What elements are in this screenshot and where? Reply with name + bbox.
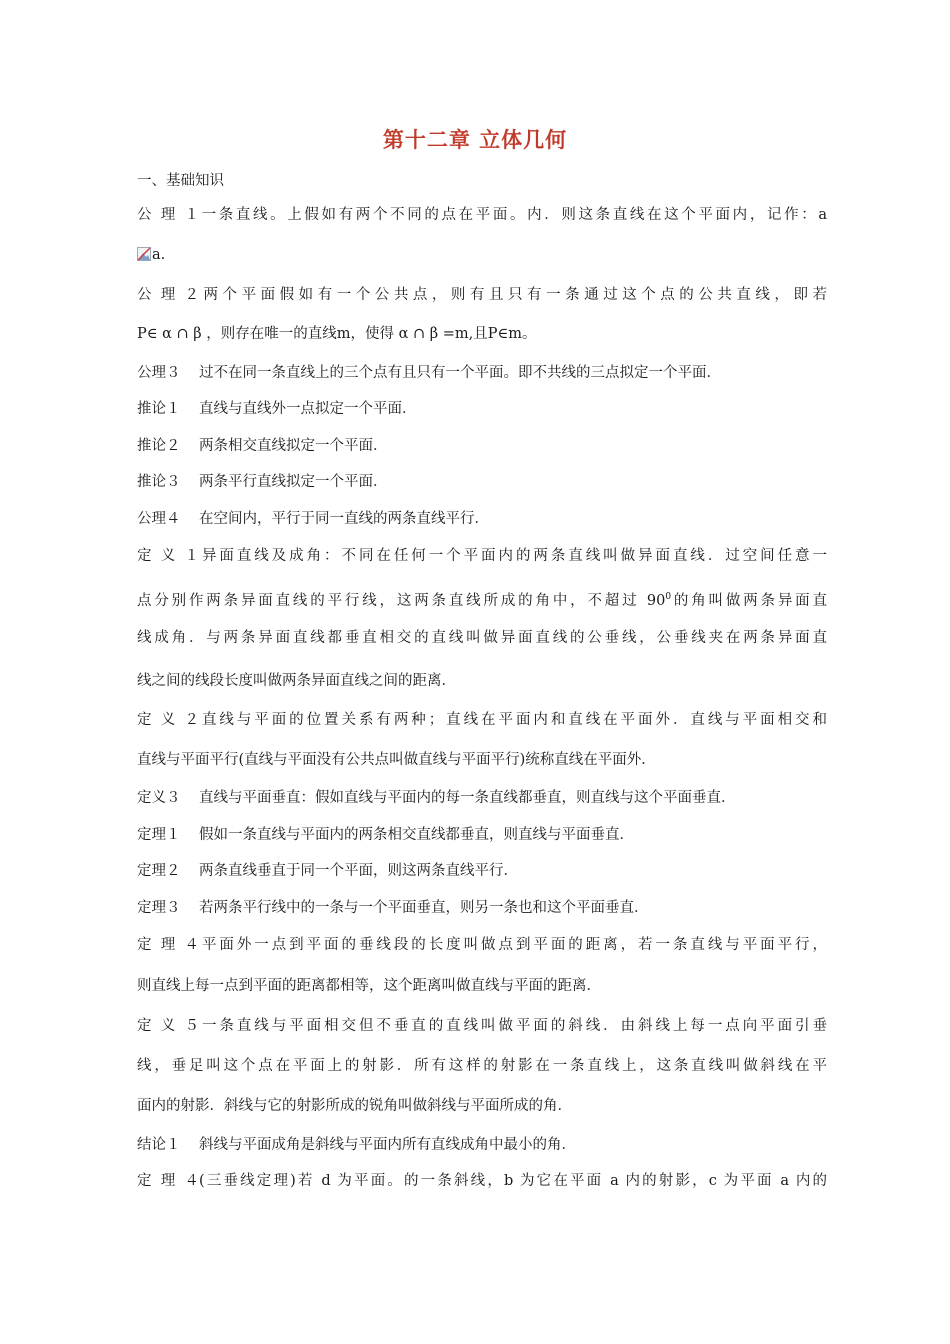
def2-line1	[137, 710, 827, 730]
axiom4-label: 公理４	[137, 511, 181, 527]
def1-degree-sup: 0	[665, 592, 672, 602]
def1-text-4: 线之间的线段长度叫做两条异面直线之间的距离．	[137, 673, 456, 689]
corollary2-line	[137, 436, 827, 456]
def2-text-2: 直线与平面平行(直线与平面没有公共点叫做直线与平面平行)统称直线在平面外．	[137, 752, 656, 768]
def1-text-2b: 的角叫做两条异面直	[671, 592, 828, 609]
def1-text-1: 异面直线及成角：不同在任何一个平面内的两条直线叫做异面直线．过空间任意一	[199, 548, 827, 564]
def2-text-1: 直线与平面的位置关系有两种；直线在平面内和直线在平面外．直线与平面相交和	[199, 712, 827, 728]
corollary2-text: 两条相交直线拟定一个平面．	[199, 438, 388, 454]
axiom3-label: 公理３	[137, 365, 181, 381]
axiom4-line	[137, 509, 827, 529]
corollary3-label: 推论３	[137, 474, 181, 490]
thm4-text-1: 平面外一点到平面的垂线段的长度叫做点到平面的距离，若一条直线与平面平行，	[199, 937, 827, 953]
thm4b-text: (三垂线定理)若 d 为平面。的一条斜线，b 为它在平面 a 内的射影，c 为平面 a 内的	[199, 1173, 827, 1189]
broken-image-icon	[137, 247, 151, 261]
def1-line2	[137, 587, 827, 611]
axiom1-line2	[137, 245, 827, 265]
conclusion1-text: 斜线与平面成角是斜线与平面内所有直线成角中最小的角．	[199, 1137, 576, 1153]
corollary3-text: 两条平行直线拟定一个平面．	[199, 474, 388, 490]
def5-text-1: 一条直线与平面相交但不垂直的直线叫做平面的斜线．由斜线上每一点向平面引垂	[199, 1018, 827, 1034]
chapter-title: 第十二章 立体几何	[382, 127, 568, 152]
axiom1-label: 公理１	[137, 207, 199, 223]
thm4b-label: 定理４	[137, 1173, 199, 1189]
thm1-line	[137, 825, 827, 845]
def1-line1	[137, 546, 827, 566]
def5-text-2: 线，垂足叫这个点在平面上的射影．所有这样的射影在一条直线上，这条直线叫做斜线在平	[137, 1058, 827, 1074]
axiom1-line1	[137, 205, 827, 225]
corollary3-line	[137, 472, 827, 492]
def1-label: 定义１	[137, 548, 199, 564]
axiom3-text: 过不在同一条直线上的三个点有且只有一个平面。即不共线的三点拟定一个平面．	[199, 365, 721, 381]
thm4-text-2: 则直线上每一点到平面的距离都相等，这个距离叫做直线与平面的距离．	[137, 978, 601, 994]
def5-text-3: 面内的射影．斜线与它的射影所成的锐角叫做斜线与平面所成的角．	[137, 1098, 572, 1114]
axiom2-line1	[137, 285, 827, 305]
axiom2-text-1: 两个平面假如有一个公共点，则有且只有一条通过这个点的公共直线，即若	[199, 287, 827, 303]
corollary1-label: 推论１	[137, 401, 181, 417]
def5-label: 定义５	[137, 1018, 199, 1034]
thm2-line	[137, 861, 827, 881]
def3-line	[137, 788, 827, 808]
axiom3-line	[137, 363, 827, 383]
def1-text-3: 线成角．与两条异面直线都垂直相交的直线叫做异面直线的公垂线，公垂线夹在两条异面直	[137, 630, 827, 646]
axiom1-text-1: 一条直线。上假如有两个不同的点在平面。内．则这条直线在这个平面内，记作：a	[199, 207, 827, 223]
conclusion1-label: 结论１	[137, 1137, 181, 1153]
thm2-label: 定理２	[137, 863, 181, 879]
def3-text: 直线与平面垂直：假如直线与平面内的每一条直线都垂直，则直线与这个平面垂直．	[199, 790, 736, 806]
conclusion1-line	[137, 1135, 827, 1155]
axiom2-label: 公理２	[137, 287, 199, 303]
section-heading: 一、基础知识	[137, 173, 224, 189]
def5-line1	[137, 1016, 827, 1036]
thm1-text: 假如一条直线与平面内的两条相交直线都垂直，则直线与平面垂直．	[199, 827, 634, 843]
axiom2-text-2: P∈ α ∩ β ，则存在唯一的直线m，使得 α ∩ β =m,且P∈m。	[137, 326, 537, 342]
thm3-label: 定理３	[137, 900, 181, 916]
thm3-text: 若两条平行线中的一条与一个平面垂直，则另一条也和这个平面垂直．	[199, 900, 649, 916]
thm3-line	[137, 898, 827, 918]
corollary1-text: 直线与直线外一点拟定一个平面．	[199, 401, 417, 417]
thm4b-line	[137, 1171, 827, 1191]
thm1-label: 定理１	[137, 827, 181, 843]
corollary1-line	[137, 399, 827, 419]
thm4-label: 定理４	[137, 937, 199, 953]
axiom4-text: 在空间内，平行于同一直线的两条直线平行．	[199, 511, 489, 527]
axiom1-text-2: a.	[152, 247, 166, 263]
def1-text-2a: 点分别作两条异面直线的平行线，这两条直线所成的角中，不超过 90	[137, 592, 666, 609]
thm2-text: 两条直线垂直于同一个平面，则这两条直线平行．	[199, 863, 518, 879]
corollary2-label: 推论２	[137, 438, 181, 454]
def3-label: 定义３	[137, 790, 181, 806]
thm4-line1	[137, 935, 827, 955]
def2-label: 定义２	[137, 712, 199, 728]
